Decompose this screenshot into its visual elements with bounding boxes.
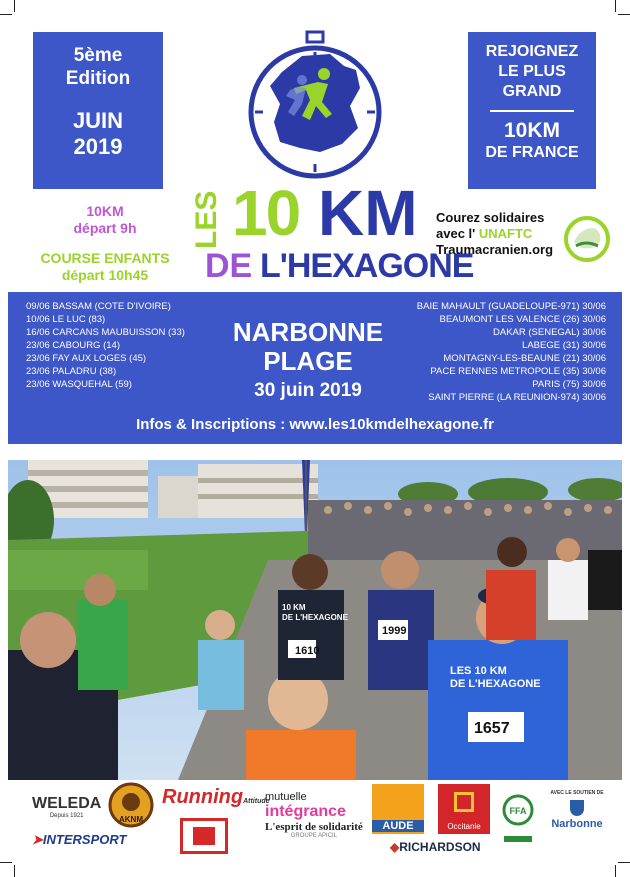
solidarity-line1: Courez solidaires (436, 210, 545, 225)
bib-number: 1610 (295, 645, 320, 657)
running-name: Running (162, 786, 244, 808)
shirt-print-line: 10 KM (282, 603, 306, 612)
event-item: PARIS (75) 30/06 (532, 379, 606, 390)
stopwatch-france-logo (240, 30, 390, 180)
race-photo (8, 460, 622, 780)
edition-date: JUIN 2019 (72, 108, 124, 159)
unaftc-logo-icon (564, 216, 610, 262)
join-box (468, 32, 596, 189)
event-item: 09/06 BASSAM (COTE D'IVOIRE) (26, 301, 171, 312)
crop-mark (618, 14, 630, 15)
course-kids (20, 250, 190, 284)
main-event-city: NARBONNE PLAGE (232, 317, 384, 376)
join-divider (490, 110, 574, 112)
sponsor-occitanie[interactable] (438, 784, 490, 834)
occitanie-cross-icon (454, 792, 474, 812)
event-item: LABEGE (31) 30/06 (522, 340, 606, 351)
crop-mark (0, 862, 12, 863)
event-item: 23/06 CABOURG (14) (26, 340, 120, 351)
title-10: 10 (232, 177, 300, 249)
integrance-slogan: L'esprit de solidarité (265, 821, 363, 833)
narbonne-name: Narbonne (551, 818, 603, 830)
ffa-text: FFA (509, 806, 527, 816)
course-kids-name: COURSE ENFANTS (40, 250, 170, 266)
event-item: DAKAR (SENEGAL) 30/06 (493, 327, 606, 338)
course-10km-time: départ 9h (73, 220, 137, 236)
title-les: LES (190, 190, 223, 250)
stopwatch-crown (307, 32, 323, 42)
sponsor-weleda[interactable] (32, 795, 101, 819)
sponsor-integrance[interactable] (265, 791, 363, 839)
event-item: 23/06 WASQUEHAL (59) (26, 379, 132, 390)
narbonne-shield-icon (570, 800, 584, 816)
event-item: SAINT PIERRE (LA REUNION-974) 30/06 (428, 392, 606, 403)
event-item: 10/06 LE LUC (83) (26, 314, 106, 325)
crop-mark (0, 14, 12, 15)
unaftc-name: UNAFTC (478, 226, 533, 241)
edition-box (33, 32, 163, 189)
running-sub: Attitude (243, 798, 270, 805)
richardson-name: RICHARDSON (399, 840, 481, 854)
sponsor-running-badge[interactable] (180, 818, 228, 854)
event-item: BEAUMONT LES VALENCE (26) 30/06 (439, 314, 606, 325)
sponsor-intersport[interactable] (32, 832, 126, 848)
edition-label: 5ème Edition (65, 45, 131, 89)
join-country: DE FRANCE (485, 144, 579, 161)
solidarity-prefix: avec l' (436, 226, 479, 241)
event-item: 16/06 CARCANS MAUBUISSON (33) (26, 327, 185, 338)
sponsor-ffa-logo[interactable] (500, 792, 536, 850)
registration-info[interactable]: Infos & Inscriptions : www.les10kmdelhexagone.fr (136, 416, 494, 433)
crop-mark (14, 865, 15, 877)
event-item: 23/06 PALADRU (38) (26, 366, 117, 377)
shirt-print-line: LES 10 KM (450, 665, 507, 677)
main-event-date: 30 juin 2019 (254, 380, 362, 401)
integrance-name: intégrance (265, 803, 346, 820)
integrance-mutuelle: mutuelle (265, 791, 307, 803)
solidarity-line2 (436, 226, 553, 242)
intersport-name: INTERSPORT (42, 832, 127, 847)
event-item: PACE RENNES METROPOLE (35) 30/06 (430, 366, 606, 377)
events-band (8, 292, 622, 444)
solidarity-block (436, 210, 553, 258)
narbonne-support: AVEC LE SOUTIEN DE (550, 790, 604, 796)
race-photo-illustration (8, 460, 622, 780)
event-item: MONTAGNY-LES-BEAUNE (21) 30/06 (443, 353, 606, 364)
sponsor-richardson[interactable] (390, 840, 481, 854)
join-headline: REJOIGNEZ LE PLUS GRAND (485, 43, 579, 100)
crop-mark (14, 0, 15, 12)
shirt-print-line: DE L'HEXAGONE (450, 678, 541, 690)
join-distance: 10KM (503, 119, 561, 142)
course-10km-name: 10KM (86, 203, 124, 219)
crop-mark (615, 0, 616, 12)
intersport-swoosh-icon: ➤ (32, 832, 43, 847)
event-item: 23/06 FAY AUX LOGES (45) (26, 353, 147, 364)
crop-mark (618, 862, 630, 863)
sponsor-running[interactable] (162, 786, 270, 809)
richardson-diamond-icon: ◆ (390, 840, 400, 854)
sponsor-aknm-logo[interactable] (108, 782, 154, 828)
course-kids-time: départ 10h45 (61, 267, 149, 283)
title-hexagone: L'HEXAGONE (260, 247, 474, 285)
event-item: BAIE MAHAULT (GUADELOUPE-971) 30/06 (416, 301, 606, 312)
title-km: KM (318, 177, 418, 249)
occitanie-text: Occitanie (447, 822, 481, 831)
solidarity-site: Traumacranien.org (436, 242, 554, 257)
weleda-sub: Depuis 1921 (49, 813, 84, 819)
building (198, 464, 318, 518)
aude-text: AUDE (372, 820, 424, 832)
sponsor-aude[interactable] (372, 784, 424, 834)
aknm-text: AKNM (119, 815, 143, 824)
sponsor-narbonne[interactable] (545, 790, 609, 830)
events-list-right (417, 300, 606, 404)
events-list-left (26, 300, 185, 391)
bib-number: 1999 (382, 625, 407, 637)
crop-mark (615, 865, 616, 877)
running-badge-mark (193, 827, 215, 845)
bib-number: 1657 (474, 720, 510, 737)
integrance-group: GROUPE APICIL (290, 833, 338, 839)
weleda-name: WELEDA (32, 795, 102, 812)
course-10km (40, 203, 170, 237)
shirt-print-line: DE L'HEXAGONE (282, 613, 348, 622)
title-de: DE (205, 247, 253, 285)
